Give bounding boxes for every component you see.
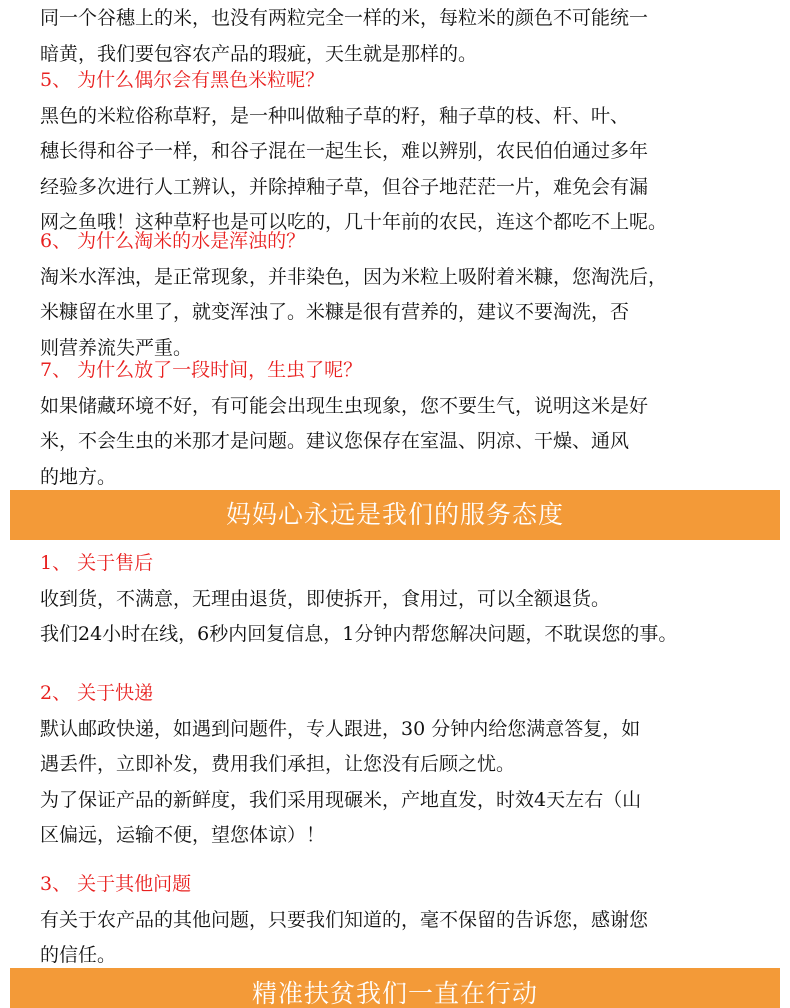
service-line: 为了保证产品的新鲜度，我们采用现碾米，产地直发，时效4天左右（山 bbox=[40, 788, 642, 811]
service-heading: 3、 关于其他问题 bbox=[40, 873, 192, 895]
faq-question: 7、 为什么放了一段时间，生虫了呢？ bbox=[40, 359, 363, 381]
service-line: 区偏远，运输不便，望您体谅）！ bbox=[40, 824, 326, 846]
service-banner: 妈妈心永远是我们的服务态度 bbox=[10, 490, 780, 540]
intro-section bbox=[40, 1, 756, 72]
service-line: 我们24小时在线，6秒内回复信息，1分钟内帮您解决问题，不耽误您的事。 bbox=[40, 623, 678, 645]
faq-answer-line: 经验多次进行人工辨认，并除掉釉子草，但谷子地茫茫一片，难免会有漏 bbox=[40, 175, 649, 198]
faq-answer-line: 的地方。 bbox=[40, 465, 117, 488]
faq-item-5 bbox=[40, 63, 756, 241]
faq-answer-line: 网之鱼哦！这种草籽也是可以吃的，几十年前的农民，连这个都吃不上呢。 bbox=[40, 211, 668, 233]
intro-line: 暗黄，我们要包容农产品的瑕疵，天生就是那样的。 bbox=[40, 42, 478, 65]
intro-line: 同一个谷穗上的米，也没有两粒完全一样的米，每粒米的颜色不可能统一 bbox=[40, 7, 649, 29]
service-item-1 bbox=[40, 546, 756, 653]
service-item-2 bbox=[40, 676, 756, 854]
service-line: 默认邮政快递，如遇到问题件，专人跟进，30 分钟内给您满意答复，如 bbox=[40, 717, 641, 740]
faq-answer-line: 米，不会生虫的米那才是问题。建议您保存在室温、阴凉、干燥、通风 bbox=[40, 430, 630, 452]
faq-answer-line: 则营养流失严重。 bbox=[40, 336, 193, 359]
faq-answer-line: 如果储藏环境不好，有可能会出现生虫现象，您不要生气，说明这米是好 bbox=[40, 394, 649, 417]
faq-question: 6、 为什么淘米的水是浑浊的？ bbox=[40, 230, 306, 252]
faq-answer-line: 黑色的米粒俗称草籽，是一种叫做釉子草的籽，釉子草的枝、杆、叶、 bbox=[40, 104, 630, 127]
faq-answer-line: 米糠留在水里了，就变浑浊了。米糠是很有营养的，建议不要淘洗，否 bbox=[40, 301, 630, 323]
service-heading: 1、 关于售后 bbox=[40, 552, 154, 574]
service-line: 的信任。 bbox=[40, 944, 117, 966]
service-heading: 2、 关于快递 bbox=[40, 682, 154, 704]
faq-question: 5、 为什么偶尔会有黑色米粒呢？ bbox=[40, 69, 325, 91]
faq-answer-line: 穗长得和谷子一样，和谷子混在一起生长，难以辨别，农民伯伯通过多年 bbox=[40, 140, 649, 162]
service-line: 遇丢件，立即补发，费用我们承担，让您没有后顾之忧。 bbox=[40, 753, 516, 775]
service-line: 有关于农产品的其他问题，只要我们知道的，毫不保留的告诉您，感谢您 bbox=[40, 908, 649, 931]
faq-item-6 bbox=[40, 224, 756, 366]
service-item-3 bbox=[40, 867, 756, 974]
faq-answer-line: 淘米水浑浊，是正常现象，并非染色，因为米粒上吸附着米糠，您淘洗后， bbox=[40, 265, 668, 288]
poverty-alleviation-banner: 精准扶贫我们一直在行动 bbox=[10, 968, 780, 1008]
service-line: 收到货，不满意，无理由退货，即使拆开，食用过，可以全额退货。 bbox=[40, 587, 611, 610]
faq-item-7 bbox=[40, 353, 756, 495]
